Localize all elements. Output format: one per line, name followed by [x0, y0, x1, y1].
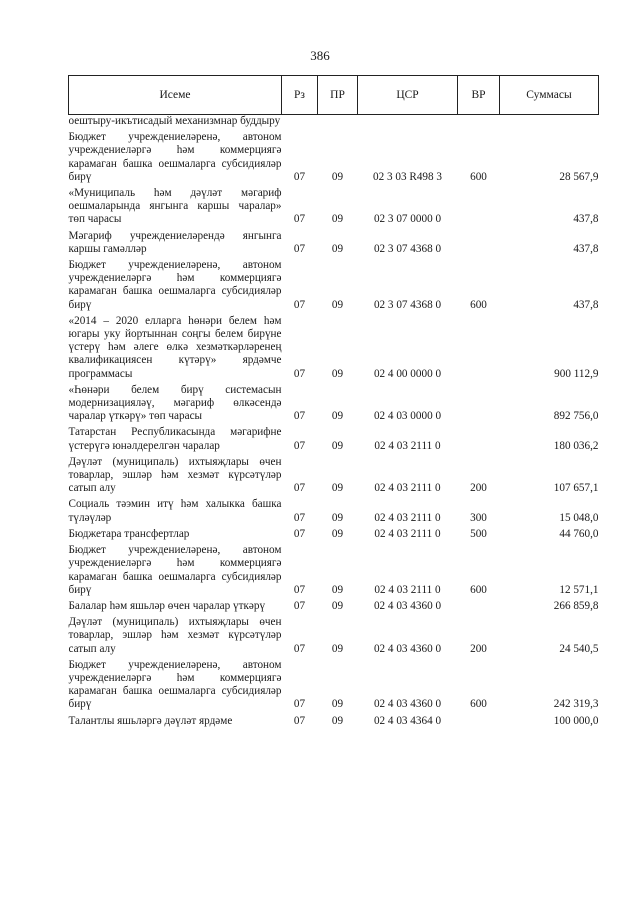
cell-csr: 02 4 00 0000 0	[373, 367, 442, 380]
cell-name: Бюджет учреждениеләренә, автоном учреждениеләргә һәм коммерциягә карамаган башка оешмаларга субсидияләр бирү	[68, 544, 282, 596]
cell-vr	[458, 597, 500, 613]
table-row	[69, 541, 599, 597]
cell-csr: 02 4 03 4360 0	[373, 642, 442, 655]
cell-name: Татарстан Республикасында мәгарифне үстерүгә юнәлдерелгән чаралар	[68, 426, 282, 452]
cell-rz: 07	[293, 410, 306, 423]
cell-name: «Муниципаль һәм дәүләт мәгариф оешмаларында янгынга каршы чаралар» төп чарасы	[68, 187, 282, 226]
cell-sum: 12 571,1	[559, 583, 599, 596]
cell-rz: 07	[293, 482, 306, 495]
cell-pr: 09	[331, 298, 344, 311]
cell-sum: 44 760,0	[559, 527, 599, 540]
cell-name: Мәгариф учреждениеләрендә янгынга каршы гамәлләр	[68, 229, 282, 255]
cell-sum: 892 756,0	[553, 410, 599, 423]
cell-csr: 02 4 03 0000 0	[373, 410, 442, 423]
cell-csr: 02 3 07 4368 0	[373, 242, 442, 255]
cell-sum	[500, 115, 599, 129]
cell-name: Дәүләт (муниципаль) ихтыяҗлары өчен товарлар, эшләр һәм хезмәт күрсәтүләр сатып алу	[68, 455, 282, 495]
cell-csr: 02 4 03 4364 0	[373, 714, 442, 727]
cell-vr: 300	[470, 511, 487, 524]
cell-name: Талантлы яшьләргә дәүләт ярдәме	[68, 714, 233, 727]
cell-pr: 09	[331, 642, 344, 655]
cell-sum: 900 112,9	[554, 367, 599, 380]
header-sum: Суммасы	[500, 76, 599, 115]
cell-vr: 200	[470, 482, 487, 495]
cell-pr: 09	[331, 583, 344, 596]
cell-name: «Һөнәри белем бирү системасын модернизацияләү, мәгариф өлкәсендә чаралар үткәрү» төп чарасы	[68, 383, 282, 423]
cell-name: Социаль тәэмин итү һәм халыкка башка түләүләр	[68, 498, 282, 524]
budget-table	[68, 75, 599, 728]
cell-sum: 107 657,1	[553, 482, 599, 495]
cell-sum: 180 036,2	[553, 439, 599, 452]
cell-name: оештыру-икътисадый механизмнар буддыру	[68, 115, 281, 127]
table-row	[69, 613, 599, 656]
cell-name: Бюджетара трансфертлар	[68, 527, 190, 540]
cell-pr: 09	[331, 439, 344, 452]
cell-csr: 02 4 03 2111 0	[374, 439, 441, 452]
cell-rz: 07	[293, 511, 306, 524]
table-row	[69, 115, 599, 129]
cell-name: Бюджет учреждениеләренә, автоном учреждениеләргә һәм коммерциягә карамаган башка оешмаларга субсидияләр бирү	[68, 658, 282, 711]
cell-rz: 07	[293, 242, 306, 255]
table-header-row	[69, 76, 599, 115]
cell-pr: 09	[331, 367, 344, 380]
cell-csr: 02 3 07 0000 0	[373, 213, 442, 226]
cell-vr	[458, 712, 500, 728]
cell-pr: 09	[331, 527, 344, 540]
header-rz: Рз	[282, 76, 318, 115]
cell-vr: 600	[470, 583, 487, 596]
cell-name: Бюджет учреждениеләренә, автоном учреждениеләргә һәм коммерциягә карамаган башка оешмаларга субсидияләр бирү	[68, 259, 282, 311]
cell-pr: 09	[331, 714, 344, 727]
cell-vr: 600	[470, 298, 487, 311]
table-row	[69, 453, 599, 496]
cell-name: «2014 – 2020 елларга һөнәри белем һәм югары уку йортыннан соңгы белем бирүне үстерү һәм әлеге өлкә хезмәткәрләренең квалификациясен күтәрү» ярдәмче программасы	[68, 314, 282, 380]
cell-rz: 07	[293, 599, 306, 612]
cell-vr: 600	[470, 698, 487, 711]
table-row	[69, 495, 599, 524]
cell-vr	[458, 312, 500, 381]
cell-vr	[458, 381, 500, 424]
cell-rz: 07	[293, 439, 306, 452]
cell-rz: 07	[293, 698, 306, 711]
cell-sum: 437,8	[573, 213, 599, 226]
cell-csr: 02 4 03 2111 0	[374, 527, 441, 540]
cell-sum: 266 859,8	[553, 599, 599, 612]
cell-rz: 07	[293, 583, 306, 596]
page-number: 386	[310, 48, 330, 63]
table-row	[69, 184, 599, 227]
cell-vr	[458, 184, 500, 227]
cell-rz: 07	[293, 213, 306, 226]
header-csr: ЦСР	[358, 76, 458, 115]
cell-rz: 07	[293, 367, 306, 380]
cell-pr	[318, 115, 358, 129]
table-row	[69, 227, 599, 256]
cell-pr: 09	[331, 599, 344, 612]
cell-csr: 02 4 03 4360 0	[373, 698, 442, 711]
cell-csr: 02 3 07 4368 0	[373, 298, 442, 311]
table-row	[69, 128, 599, 184]
table-row	[69, 256, 599, 312]
cell-csr: 02 4 03 2111 0	[374, 583, 441, 596]
table-row	[69, 381, 599, 424]
cell-pr: 09	[331, 511, 344, 524]
cell-vr: 600	[470, 170, 487, 183]
table-row	[69, 525, 599, 541]
header-pr: ПР	[318, 76, 358, 115]
cell-sum: 28 567,9	[559, 170, 599, 183]
cell-rz: 07	[293, 527, 306, 540]
cell-sum: 24 540,5	[559, 642, 599, 655]
cell-csr	[358, 115, 458, 129]
cell-pr: 09	[331, 242, 344, 255]
cell-vr	[458, 423, 500, 452]
cell-name: Дәүләт (муниципаль) ихтыяҗлары өчен товарлар, эшләр һәм хезмәт күрсәтүләр сатып алу	[68, 616, 282, 655]
cell-pr: 09	[331, 213, 344, 226]
cell-vr	[458, 227, 500, 256]
header-name: Исеме	[69, 76, 282, 115]
cell-csr: 02 4 03 2111 0	[374, 482, 441, 495]
table-row	[69, 423, 599, 452]
cell-rz	[282, 115, 318, 129]
cell-vr: 500	[470, 527, 487, 540]
cell-rz: 07	[293, 714, 306, 727]
cell-csr: 02 4 03 4360 0	[373, 599, 442, 612]
cell-name: Бюджет учреждениеләренә, автоном учреждениеләргә һәм коммерциягә карамаган башка оешмаларга субсидияләр бирү	[68, 131, 282, 183]
cell-sum: 242 319,3	[553, 698, 599, 711]
cell-name: Балалар һәм яшьләр өчен чаралар үткәрү	[68, 599, 266, 612]
cell-csr: 02 4 03 2111 0	[374, 511, 441, 524]
cell-csr: 02 3 03 R498 3	[373, 170, 442, 183]
cell-pr: 09	[331, 170, 344, 183]
table-row	[69, 312, 599, 381]
table-row	[69, 597, 599, 613]
table-row	[69, 712, 599, 728]
cell-pr: 09	[331, 698, 344, 711]
cell-sum: 100 000,0	[553, 714, 599, 727]
cell-vr: 200	[470, 642, 487, 655]
header-vr: ВР	[458, 76, 500, 115]
cell-pr: 09	[331, 410, 344, 423]
cell-sum: 15 048,0	[559, 511, 599, 524]
table-row	[69, 656, 599, 712]
cell-pr: 09	[331, 482, 344, 495]
cell-rz: 07	[293, 642, 306, 655]
cell-sum: 437,8	[573, 242, 599, 255]
cell-rz: 07	[293, 170, 306, 183]
cell-sum: 437,8	[573, 298, 599, 311]
cell-rz: 07	[293, 298, 306, 311]
cell-vr	[458, 115, 500, 129]
